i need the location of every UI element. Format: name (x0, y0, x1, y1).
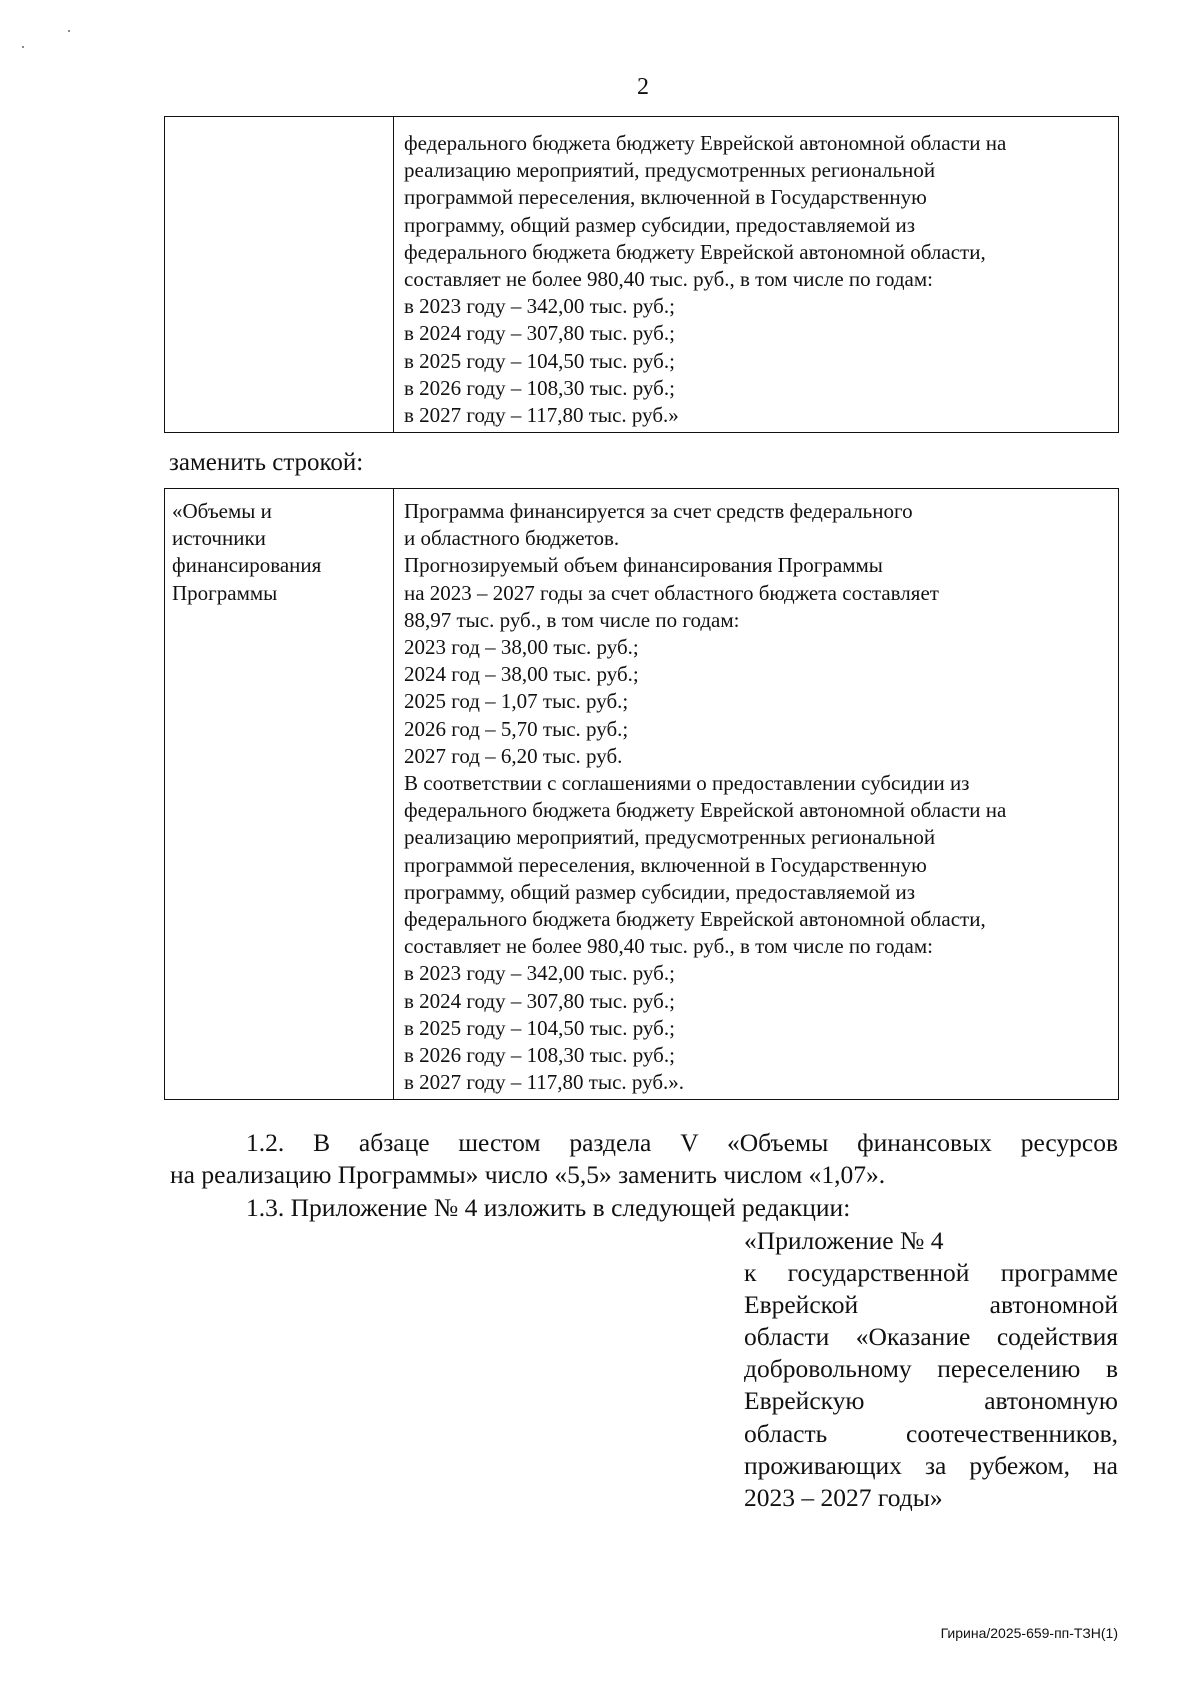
paragraph-1-3: 1.3. Приложение № 4 изложить в следующей редакции: (246, 1193, 851, 1222)
appendix-line: область соотечественников, (744, 1418, 1118, 1448)
appendix-line: Еврейскую автономную (744, 1386, 1118, 1416)
table-label-line: финансирования (172, 553, 322, 578)
appendix-line: проживающих за рубежом, на (744, 1450, 1118, 1480)
table-text-line: федерального бюджета бюджету Еврейской автономной области на (404, 131, 1007, 155)
appendix-heading (744, 1225, 1118, 1514)
table-text-line: федерального бюджета бюджету Еврейской автономной области, (404, 239, 986, 264)
appendix-line: добровольному переселению в (744, 1354, 1118, 1384)
paragraph-1-2-line-2: на реализацию Программы» число «5,5» заменить числом «1,07». (170, 1160, 886, 1189)
table-original-row (164, 116, 1119, 433)
table-text-line: федерального бюджета бюджету Еврейской автономной области на (404, 798, 1007, 823)
table-text-line: программой переселения, включенной в Государственную (404, 852, 927, 877)
table-text-line: 2025 год – 1,07 тыс. руб.; (404, 689, 629, 714)
table-text-line: 2024 год – 38,00 тыс. руб.; (404, 662, 639, 687)
table-cell-label (165, 489, 394, 1100)
table-text-line: 2026 год – 5,70 тыс. руб.; (404, 716, 629, 741)
table-text-line: федерального бюджета бюджету Еврейской автономной области, (404, 907, 986, 932)
table-text-line: в 2026 году – 108,30 тыс. руб.; (404, 1043, 675, 1068)
table-text-line: реализацию мероприятий, предусмотренных региональной (404, 158, 936, 183)
table-text-line: в 2023 году – 342,00 тыс. руб.; (404, 294, 675, 319)
table-label-line: «Объемы и (172, 499, 272, 523)
table-text-line: в 2027 году – 117,80 тыс. руб.». (404, 1070, 685, 1095)
table-text-line: В соответствии с соглашениями о предоставлении субсидии из (404, 771, 970, 796)
table-text-line: программой переселения, включенной в Государственную (404, 185, 927, 210)
table-text-line: 2027 год – 6,20 тыс. руб. (404, 743, 623, 768)
table-text-line: Программа финансируется за счет средств федерального (404, 499, 913, 523)
table-cell-label (165, 117, 394, 433)
table-text-line: в 2027 году – 117,80 тыс. руб.» (404, 403, 679, 428)
table-text-line: в 2025 году – 104,50 тыс. руб.; (404, 348, 675, 373)
scan-speck (22, 46, 24, 48)
table-row (165, 489, 1119, 1100)
scan-speck (68, 30, 70, 32)
appendix-line: Еврейской автономной (744, 1290, 1118, 1320)
paragraph-1-2 (170, 1127, 1118, 1191)
table-text-line: в 2024 году – 307,80 тыс. руб.; (404, 321, 675, 346)
table-text-line: Прогнозируемый объем финансирования Программы (404, 553, 883, 578)
document-id-footer: Гирина/2025-659-пп-ТЗН(1) (940, 1625, 1118, 1641)
table-text-line: в 2026 году – 108,30 тыс. руб.; (404, 375, 675, 400)
table-label-line: источники (172, 526, 266, 551)
appendix-line: «Приложение № 4 (744, 1226, 944, 1255)
table-cell-content (394, 489, 1119, 1100)
table-label-line: Программы (172, 580, 278, 605)
appendix-line: 2023 – 2027 годы» (744, 1482, 943, 1512)
appendix-line: к государственной программе (744, 1258, 1118, 1288)
table-text-line: в 2023 году – 342,00 тыс. руб.; (404, 961, 675, 986)
table-text-line: 88,97 тыс. руб., в том числе по годам: (404, 607, 740, 632)
table-text-line: в 2025 году – 104,50 тыс. руб.; (404, 1015, 675, 1040)
table-text-line: программу, общий размер субсидии, предоставляемой из (404, 212, 916, 237)
replace-label: заменить строкой: (169, 449, 364, 476)
page-number: 2 (637, 74, 649, 100)
table-text-line: составляет не более 980,40 тыс. руб., в том числе по годам: (404, 267, 933, 292)
paragraph-1-2-line-1: 1.2. В абзаце шестом раздела V «Объемы финансовых ресурсов (246, 1128, 1118, 1157)
appendix-line: области «Оказание содействия (744, 1322, 1118, 1352)
table-text-line: реализацию мероприятий, предусмотренных региональной (404, 825, 936, 850)
table-row (165, 117, 1119, 433)
table-text-line: составляет не более 980,40 тыс. руб., в том числе по годам: (404, 934, 933, 959)
table-text-line: программу, общий размер субсидии, предоставляемой из (404, 879, 916, 904)
table-text-line: 2023 год – 38,00 тыс. руб.; (404, 635, 639, 660)
table-text-line: на 2023 – 2027 годы за счет областного бюджета составляет (404, 580, 939, 605)
table-text-line: в 2024 году – 307,80 тыс. руб.; (404, 988, 675, 1013)
table-cell-content (394, 117, 1119, 433)
table-text-line: и областного бюджетов. (404, 526, 620, 551)
table-replacement-row (164, 488, 1119, 1100)
